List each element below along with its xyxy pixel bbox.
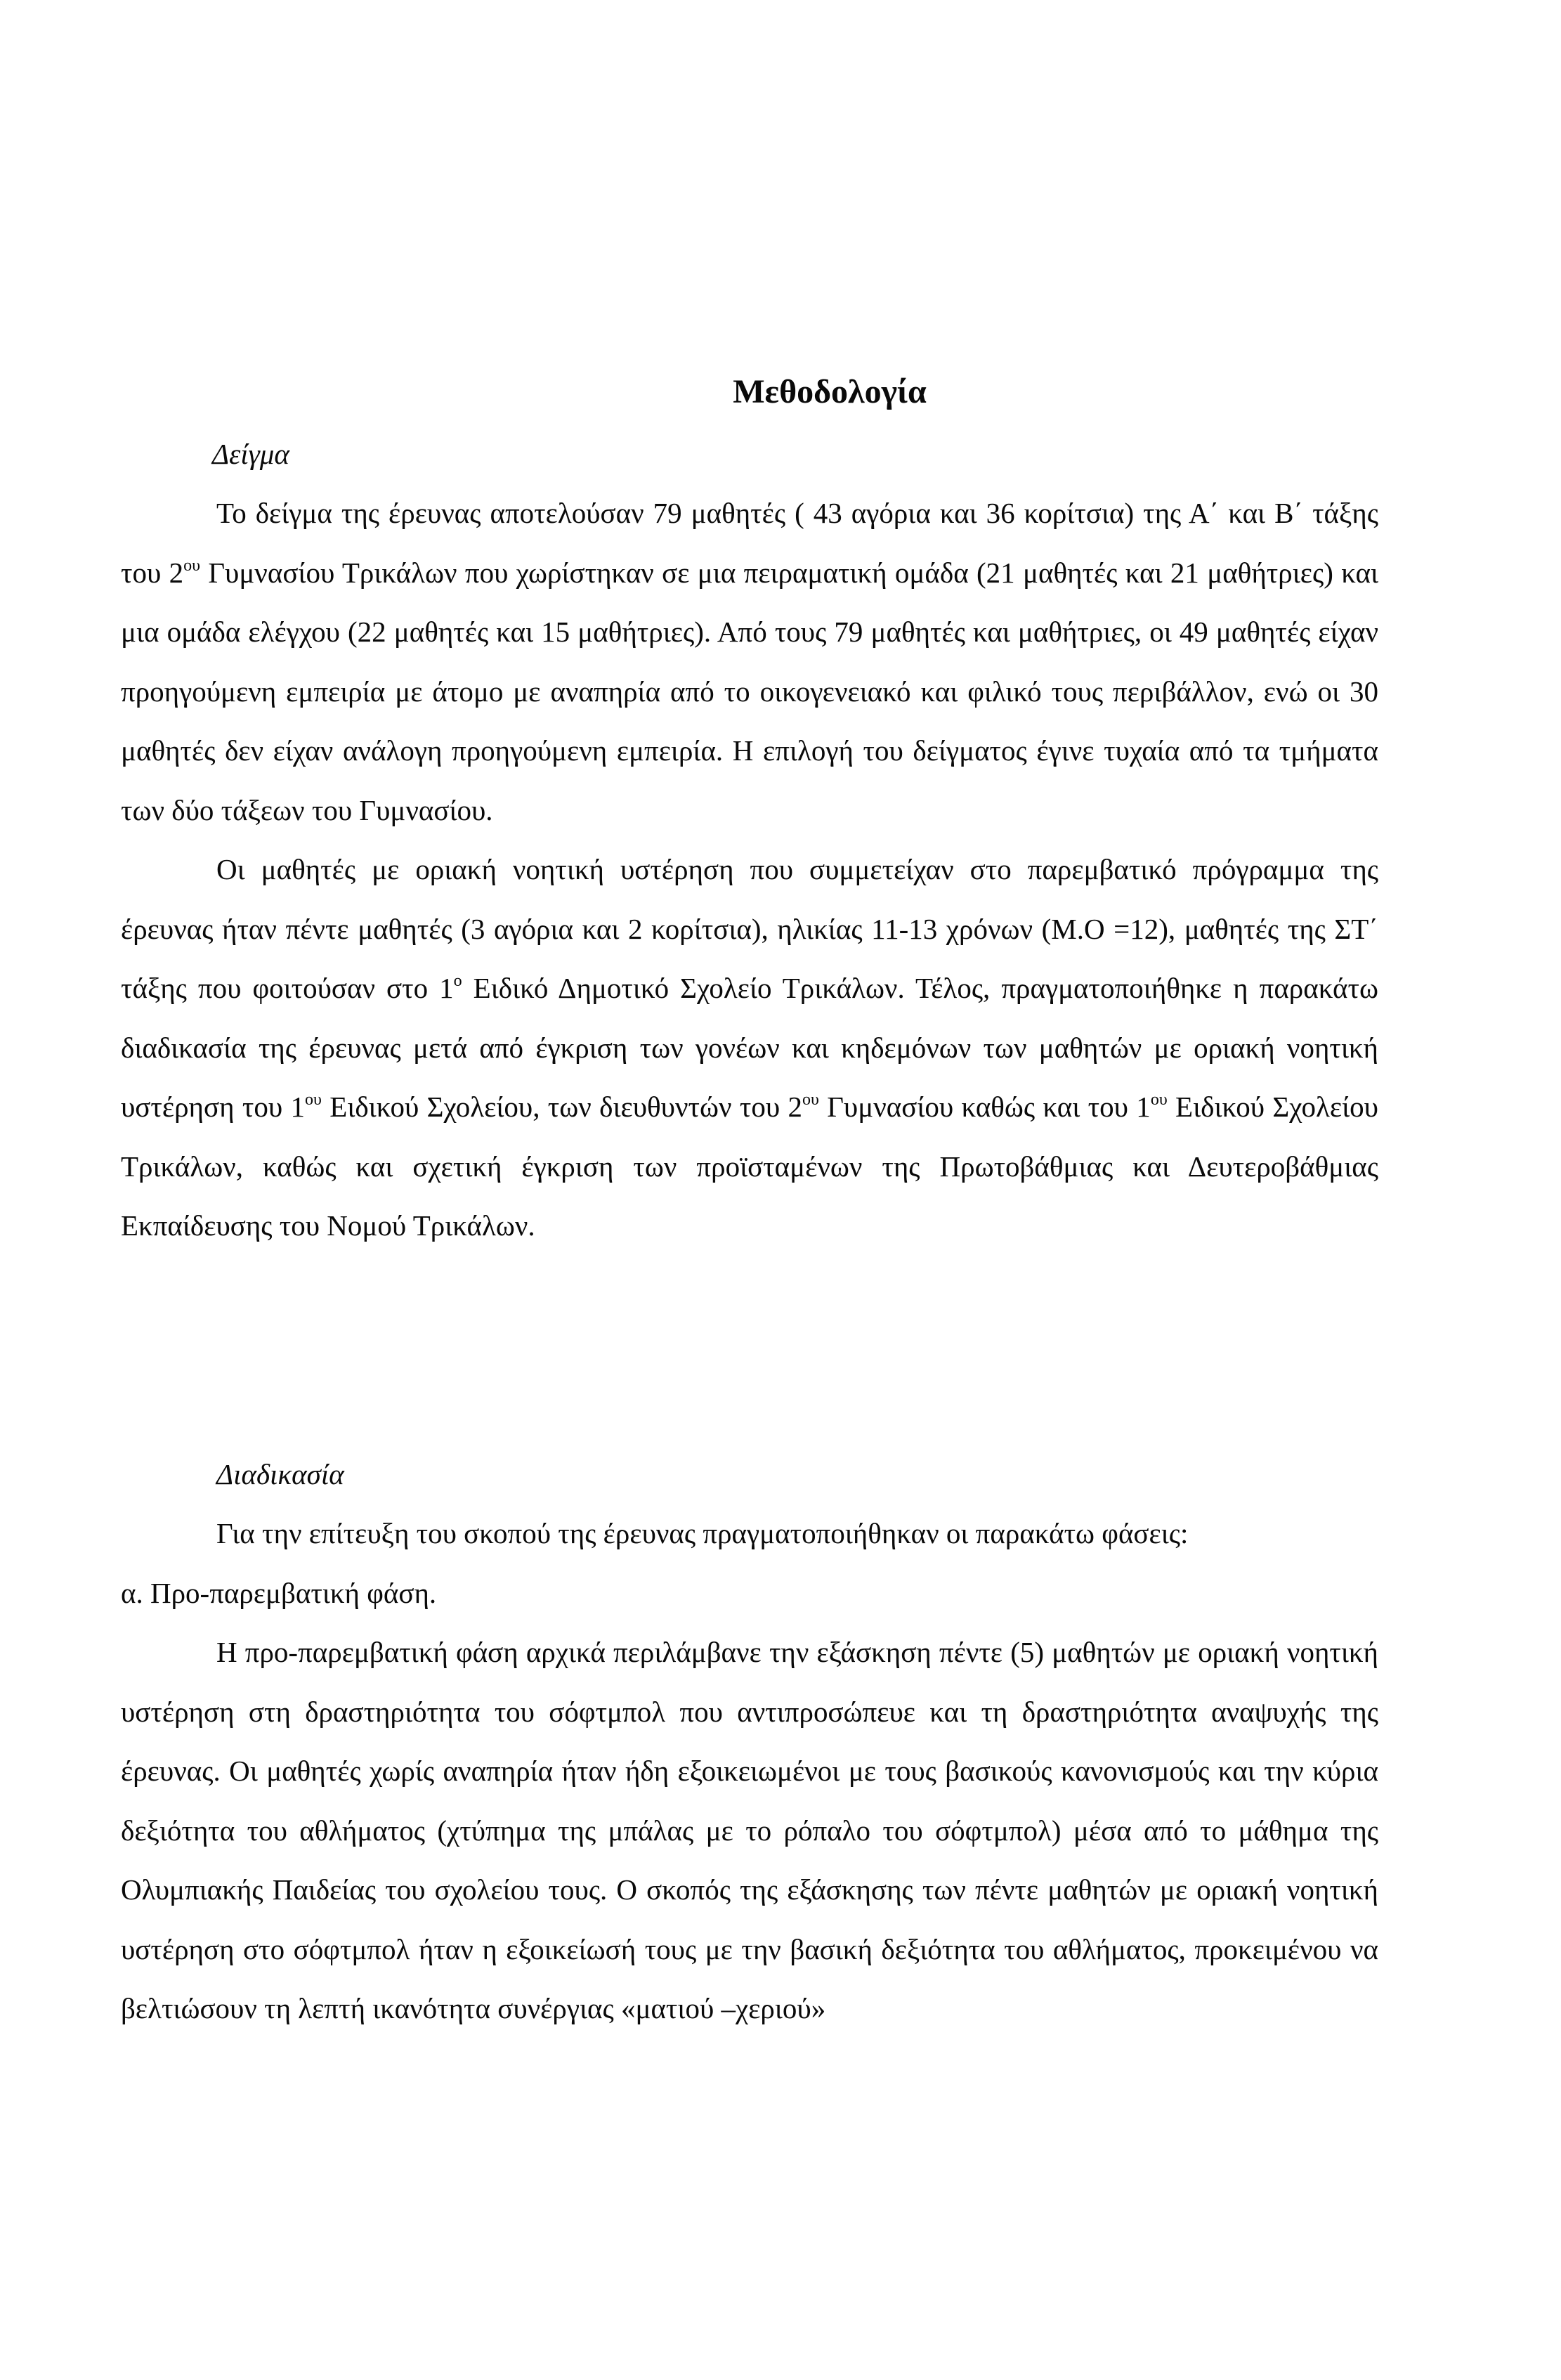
page-title: Μεθοδολογία (733, 373, 927, 410)
phase-label: α. Προ-παρεμβατική φάση. (121, 1576, 437, 1609)
sample-paragraph-2: Οι μαθητές με οριακή νοητική υστέρηση που συμμετείχαν στο παρεμβατικό πρόγραμμα της έρευνας ήταν πέντε μαθητές (3 αγόρια και 2 κορίτσια), ηλικίας 11-13 χρόνων (Μ.Ο =12), μαθητές της ΣΤ΄ τάξης που φοιτούσαν στο $1^o$ Ειδικό Δημοτικό Σχολείο Τρικάλων. Τέλος, πραγματοποιήθηκε η παρακάτω διαδικασία της έρευνας μετά από έγκριση των γονέων και κηδεμόνων των μαθητών με οριακή νοητική υστέρηση του $1^{o\upsilon}$ Ειδικού Σχολείου, των διευθυντών του $2^{o\upsilon}$ Γυμνασίου καθώς και του $1^{o\upsilon}$ Ειδικού Σχολείου Τρικάλων, καθώς και σχετική έγκριση των προϊσταμένων της Πρωτοβάθμιας και Δευτεροβάθμιας Εκπαίδευσης του Νομού Τρικάλων. (121, 853, 1378, 1242)
procedure-section-body (121, 1504, 1378, 2038)
sample-paragraph-1: Το δείγμα της έρευνας αποτελούσαν 79 μαθητές ( 43 αγόρια και 36 κορίτσια) της Α΄ και Β΄ τάξης του $2^{o\upsilon}$ Γυμνασίου Τρικάλων που χωρίστηκαν σε μια πειραματική ομάδα (21 μαθητές και 21 μαθήτριες) και μια ομάδα ελέγχου (22 μαθητές και 15 μαθήτριες). Από τους 79 μαθητές και μαθήτριες, οι 49 μαθητές είχαν προηγούμενη εμπειρία με άτομο με αναπηρία από το οικογενειακό και φιλικό τους περιβάλλον, ενώ οι 30 μαθητές δεν είχαν ανάλογη προηγούμενη εμπειρία. Η επιλογή του δείγματος έγινε τυχαία από τα τμήματα των δύο τάξεων του Γυμνασίου. (121, 497, 1379, 826)
procedure-paragraph-2: Η προ-παρεμβατική φάση αρχικά περιλάμβανε την εξάσκηση πέντε (5) μαθητών με οριακή νοητική υστέρηση στη δραστηριότητα του σόφτμπολ που αντιπροσώπευε και τη δραστηριότητα αναψυχής της έρευνας. Οι μαθητές χωρίς αναπηρία ήταν ήδη εξοικειωμένοι με τους βασικούς κανονισμούς και την κύρια δεξιότητα του αθλήματος (χτύπημα της μπάλας με το ρόπαλο του σόφτμπολ) μέσα από το μάθημα της Ολυμπιακής Παιδείας του σχολείου τους. Ο σκοπός της εξάσκησης των πέντε μαθητών με οριακή νοητική υστέρηση στο σόφτμπολ ήταν η εξοικείωσή τους με την βασική δεξιότητα του αθλήματος, προκειμένου να βελτιώσουν τη λεπτή ικανότητα συνέργιας «ματιού –χεριού» (121, 1636, 1378, 2024)
procedure-paragraph-1: Για την επίτευξη του σκοπού της έρευνας πραγματοποιήθηκαν οι παρακάτω φάσεις: (216, 1517, 1189, 1549)
section-heading-procedure: Διαδικασία (216, 1458, 344, 1490)
sample-section-body (121, 483, 1378, 1256)
section-heading-sample: Δείγμα (212, 438, 289, 470)
